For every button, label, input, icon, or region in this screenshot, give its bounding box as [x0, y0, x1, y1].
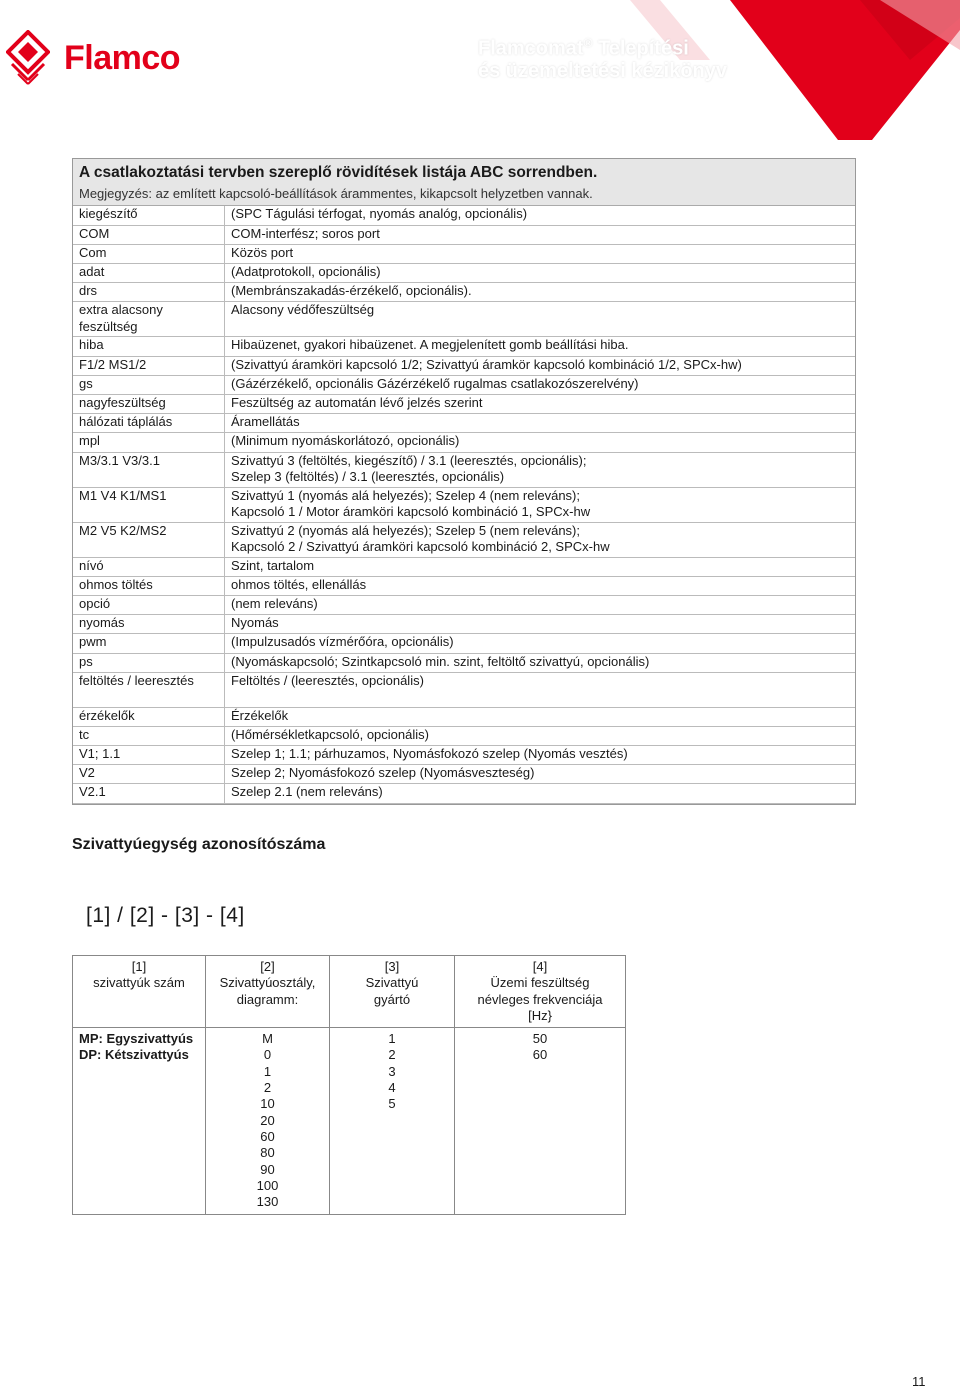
abbreviation-row: [73, 746, 855, 765]
abbreviation-key: V1; 1.1: [73, 746, 225, 765]
abbreviation-row: [73, 225, 855, 244]
pump-col-header-2: [2] Szivattyúosztály, diagramm:: [206, 956, 330, 1028]
abbreviation-row: [73, 784, 855, 803]
abbreviation-rows: [73, 206, 855, 803]
abbreviation-row: [73, 765, 855, 784]
abbreviation-value: Feszültség az automatán lévő jelzés szerint: [225, 395, 856, 414]
abbreviation-key: hálózati táplálás: [73, 414, 225, 433]
pump-col-2-values: [206, 1028, 330, 1215]
abbreviation-key: ohmos töltés: [73, 576, 225, 595]
abbreviation-table-note: Megjegyzés: az említett kapcsoló-beállítások árammentes, kikapcsolt helyzetben vannak.: [79, 186, 593, 201]
abbreviation-row: [73, 653, 855, 672]
flamco-logo: [6, 30, 180, 86]
pump-value: 100: [256, 1177, 279, 1193]
abbreviation-row: [73, 522, 855, 557]
abbreviation-value: Nyomás: [225, 615, 856, 634]
pump-value: 10: [260, 1096, 275, 1112]
abbreviation-value: (Membránszakadás-érzékelő, opcionális).: [225, 283, 856, 302]
abbreviation-value: Szelep 2.1 (nem releváns): [225, 784, 856, 803]
abbreviation-value: (Hőmérsékletkapcsoló, opcionális): [225, 726, 856, 745]
pump-section-title: Szivattyúegység azonosítószáma: [72, 836, 326, 853]
document-title: [478, 32, 727, 82]
pump-table-header-row: [73, 956, 626, 1028]
pump-value: MP: Egyszivattyús: [79, 1031, 194, 1047]
abbreviation-key: nagyfeszültség: [73, 395, 225, 414]
abbreviation-key: mpl: [73, 433, 225, 452]
abbreviation-key: M2 V5 K2/MS2: [73, 522, 225, 557]
abbreviation-row: [73, 487, 855, 522]
abbreviation-key: tc: [73, 726, 225, 745]
abbreviation-key: nívó: [73, 557, 225, 576]
abbreviation-value: Szivattyú 1 (nyomás alá helyezés); Szelep 4 (nem releváns); Kapcsoló 1 / Motor áramköri kapcsoló kombináció 1, SPCx-hw: [225, 487, 856, 522]
pump-col-4-values: [455, 1028, 626, 1215]
abbreviation-row: [73, 414, 855, 433]
abbreviation-row: [73, 672, 855, 707]
abbreviation-row: [73, 557, 855, 576]
abbreviation-row: [73, 615, 855, 634]
abbreviation-row: [73, 707, 855, 726]
pump-col-header-3: [3] Szivattyú gyártó: [330, 956, 455, 1028]
pump-id-table: [72, 955, 626, 1215]
abbreviation-table-header: [73, 159, 855, 206]
abbreviation-key: Com: [73, 244, 225, 263]
title-line-1: Flamcomat® Telepítési: [478, 36, 689, 60]
abbreviation-key: gs: [73, 375, 225, 394]
pump-value: 90: [260, 1161, 275, 1177]
brand-name: Flamco: [64, 39, 181, 77]
pump-value: 2: [263, 1080, 272, 1096]
abbreviation-row: [73, 726, 855, 745]
pump-value: 2: [388, 1047, 396, 1063]
page-number: 11: [912, 1374, 926, 1389]
abbreviation-value: Áramellátás: [225, 414, 856, 433]
abbreviation-value: Feltöltés / (leeresztés, opcionális): [225, 672, 856, 707]
abbreviation-key: feltöltés / leeresztés: [73, 672, 225, 707]
title-line-2: és üzemeltetési kézikönyv: [478, 59, 728, 82]
abbreviation-key: COM: [73, 225, 225, 244]
pump-col-header-4: [4] Üzemi feszültség névleges frekvenciája [Hz}: [455, 956, 626, 1028]
abbreviation-row: [73, 433, 855, 452]
flamco-logo-icon: [6, 30, 50, 86]
abbreviation-value: Szivattyú 2 (nyomás alá helyezés); Szelep 5 (nem releváns); Kapcsoló 2 / Szivattyú áramköri kapcsoló kombináció 2, SPCx-hw: [225, 522, 856, 557]
pump-value: 60: [532, 1047, 548, 1063]
abbreviation-value: Közös port: [225, 244, 856, 263]
pump-value: 130: [256, 1194, 279, 1210]
abbreviation-value: (nem releváns): [225, 595, 856, 614]
abbreviation-value: (Adatprotokoll, opcionális): [225, 264, 856, 283]
abbreviation-key: opció: [73, 595, 225, 614]
abbreviation-key: hiba: [73, 337, 225, 356]
abbreviation-row: [73, 206, 855, 225]
abbreviation-key: M1 V4 K1/MS1: [73, 487, 225, 522]
abbreviation-value: Érzékelők: [225, 707, 856, 726]
pump-id-formula: [1] / [2] - [3] - [4]: [86, 904, 245, 927]
abbreviation-row: [73, 302, 855, 337]
abbreviation-row: [73, 244, 855, 263]
abbreviation-key: adat: [73, 264, 225, 283]
abbreviation-row: [73, 283, 855, 302]
abbreviation-row: [73, 634, 855, 653]
abbreviation-value: (Impulzusadós vízmérőóra, opcionális): [225, 634, 856, 653]
abbreviation-row: [73, 337, 855, 356]
abbreviation-key: drs: [73, 283, 225, 302]
abbreviation-table: [72, 158, 856, 805]
abbreviation-value: Szelep 1; 1.1; párhuzamos, Nyomásfokozó szelep (Nyomás vesztés): [225, 746, 856, 765]
pump-value: 1: [263, 1063, 272, 1079]
abbreviation-key: nyomás: [73, 615, 225, 634]
abbreviation-key: F1/2 MS1/2: [73, 356, 225, 375]
abbreviation-key: extra alacsony feszültség: [73, 302, 225, 337]
abbreviation-value: (Minimum nyomáskorlátozó, opcionális): [225, 433, 856, 452]
abbreviation-key: V2: [73, 765, 225, 784]
abbreviation-value: Szint, tartalom: [225, 557, 856, 576]
pump-value: 20: [260, 1112, 275, 1128]
abbreviation-row: [73, 576, 855, 595]
abbreviation-key: ps: [73, 653, 225, 672]
abbreviation-value: COM-interfész; soros port: [225, 225, 856, 244]
abbreviation-row: [73, 395, 855, 414]
abbreviation-key: érzékelők: [73, 707, 225, 726]
pump-value: M: [262, 1031, 273, 1047]
abbreviation-row: [73, 452, 855, 487]
abbreviation-table-title: A csatlakoztatási tervben szereplő rövidítések listája ABC sorrendben.: [79, 164, 598, 181]
pump-value: 80: [260, 1145, 275, 1161]
abbreviation-key: V2.1: [73, 784, 225, 803]
abbreviation-value: ohmos töltés, ellenállás: [225, 576, 856, 595]
pump-value: 50: [532, 1031, 548, 1047]
abbreviation-value: Alacsony védőfeszültség: [225, 302, 856, 337]
abbreviation-value: Hibaüzenet, gyakori hibaüzenet. A megjelenített gomb beállítási hiba.: [225, 337, 856, 356]
abbreviation-key: kiegészítő: [73, 206, 225, 225]
pump-value: 1: [388, 1031, 396, 1047]
abbreviation-value: (Nyomáskapcsoló; Szintkapcsoló min. szint, feltöltő szivattyú, opcionális): [225, 653, 856, 672]
pump-table-body-row: [73, 1028, 626, 1215]
abbreviation-row: [73, 375, 855, 394]
abbreviation-row: [73, 356, 855, 375]
abbreviation-row: [73, 264, 855, 283]
pump-value: 4: [388, 1080, 396, 1096]
page-header: [0, 0, 960, 140]
pump-value: 5: [388, 1096, 396, 1112]
abbreviation-row: [73, 595, 855, 614]
pump-value: 0: [263, 1047, 272, 1063]
abbreviation-value: Szivattyú 3 (feltöltés, kiegészítő) / 3.1 (leeresztés, opcionális); Szelep 3 (feltöltés) / 3.1 (leeresztés, opcionális): [225, 452, 856, 487]
abbreviation-value: (SPC Tágulási térfogat, nyomás analóg, opcionális): [225, 206, 856, 225]
abbreviation-key: M3/3.1 V3/3.1: [73, 452, 225, 487]
abbreviation-key: pwm: [73, 634, 225, 653]
abbreviation-value: Szelep 2; Nyomásfokozó szelep (Nyomásveszteség): [225, 765, 856, 784]
pump-value: DP: Kétszivattyús: [79, 1047, 189, 1063]
pump-col-1-values: [73, 1028, 206, 1215]
pump-value: 3: [388, 1063, 396, 1079]
abbreviation-value: (Szivattyú áramköri kapcsoló 1/2; Szivattyú áramkör kapcsoló kombináció 1/2, SPCx-hw): [225, 356, 856, 375]
abbreviation-value: (Gázérzékelő, opcionális Gázérzékelő rugalmas csatlakozószerelvény): [225, 375, 856, 394]
pump-col-3-values: [330, 1028, 455, 1215]
pump-col-header-1: [1] szivattyúk szám: [73, 956, 206, 1028]
pump-value: 60: [260, 1128, 275, 1144]
